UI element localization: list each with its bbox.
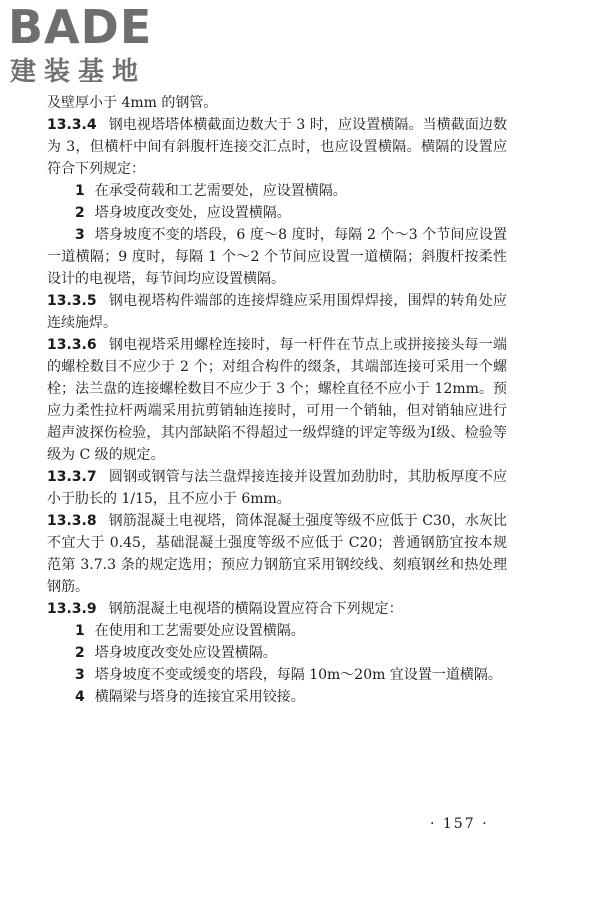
item-number: 3 xyxy=(75,667,85,683)
item-number: 1 xyxy=(75,183,85,199)
clause-text: 钢电视塔构件端部的连接焊缝应采用围焊焊接，围焊的转角处应连续施焊。 xyxy=(47,293,507,331)
clause-number: 13.3.5 xyxy=(47,293,97,309)
bade-logo xyxy=(8,2,178,92)
clause-text: 钢筋混凝土电视塔，筒体混凝土强度等级不应低于 C30，水灰比不宜大于 0.45，基础混凝土强度等级不应低于 C20；普通钢筋宜按本规范第 3.7.3 条的规定选用；预应力钢筋宜采用钢绞线、刻痕钢丝和热处理钢筋。 xyxy=(47,513,507,595)
clause-13-3-8 xyxy=(47,510,507,598)
page-body xyxy=(47,92,507,708)
list-item xyxy=(47,642,507,664)
item-number: 3 xyxy=(75,227,85,243)
clause-number: 13.3.7 xyxy=(47,469,97,485)
list-item xyxy=(47,664,507,686)
clause-text: 钢筋混凝土电视塔的横隔设置应符合下列规定： xyxy=(108,601,403,617)
item-text: 塔身坡度不变或缓变的塔段，每隔 10m～20m 宜设置一道横隔。 xyxy=(94,667,502,683)
item-number: 2 xyxy=(75,645,85,661)
clause-text: 钢电视塔采用螺栓连接时，每一杆件在节点上或拼接接头每一端的螺栓数目不应少于 2 个；对组合构件的缀条，其端部连接可采用一个螺栓；法兰盘的连接螺栓数目不应少于 3 个；螺栓直径不应小于 12mm。预应力柔性拉杆两端采用抗剪销轴连接时，可用一个销轴，但对销轴应进行超声波探伤检验，其内部缺陷不得超过一级焊缝的评定等级为Ⅰ级、检验等级为 C 级的规定。 xyxy=(47,337,507,463)
item-number: 1 xyxy=(75,623,85,639)
item-text: 塔身坡度不变的塔段，6 度～8 度时，每隔 2 个～3 个节间应设置一道横隔；9 度时，每隔 1 个～2 个节间应设置一道横隔；斜腹杆按柔性设计的电视塔，每节间均应设置横隔。 xyxy=(47,227,507,287)
clause-text: 钢电视塔塔体横截面边数大于 3 时，应设置横隔。当横截面边数为 3，但横杆中间有斜腹杆连接交汇点时，也应设置横隔。横隔的设置应符合下列规定： xyxy=(47,117,507,177)
clause-number: 13.3.6 xyxy=(47,337,97,353)
clause-number: 13.3.9 xyxy=(47,601,97,617)
page-number: · 157 · xyxy=(430,816,489,832)
logo-subtitle: 建装基地 xyxy=(10,57,147,87)
intro-line: 及壁厚小于 4mm 的钢管。 xyxy=(47,95,218,111)
clause-13-3-4 xyxy=(47,114,507,180)
list-item xyxy=(47,202,507,224)
clause-number: 13.3.8 xyxy=(47,513,97,529)
item-number: 2 xyxy=(75,205,85,221)
item-text: 在承受荷载和工艺需要处，应设置横隔。 xyxy=(94,183,347,199)
list-item xyxy=(47,686,507,708)
clause-text: 圆钢或钢管与法兰盘焊接连接并设置加劲肋时，其肋板厚度不应小于肋长的 1/15，且不应小于 6mm。 xyxy=(47,469,507,507)
item-text: 横隔梁与塔身的连接宜采用铰接。 xyxy=(94,689,305,705)
clause-13-3-9 xyxy=(47,598,507,620)
item-text: 塔身坡度改变处应设置横隔。 xyxy=(94,645,277,661)
list-item xyxy=(47,180,507,202)
item-text: 在使用和工艺需要处应设置横隔。 xyxy=(94,623,305,639)
logo-wordmark: BADE xyxy=(8,0,153,54)
clause-13-3-5 xyxy=(47,290,507,334)
item-number: 4 xyxy=(75,689,85,705)
clause-13-3-7 xyxy=(47,466,507,510)
clause-13-3-6 xyxy=(47,334,507,466)
list-item xyxy=(47,224,507,290)
item-text: 塔身坡度改变处，应设置横隔。 xyxy=(94,205,291,221)
clause-number: 13.3.4 xyxy=(47,117,97,133)
list-item xyxy=(47,620,507,642)
